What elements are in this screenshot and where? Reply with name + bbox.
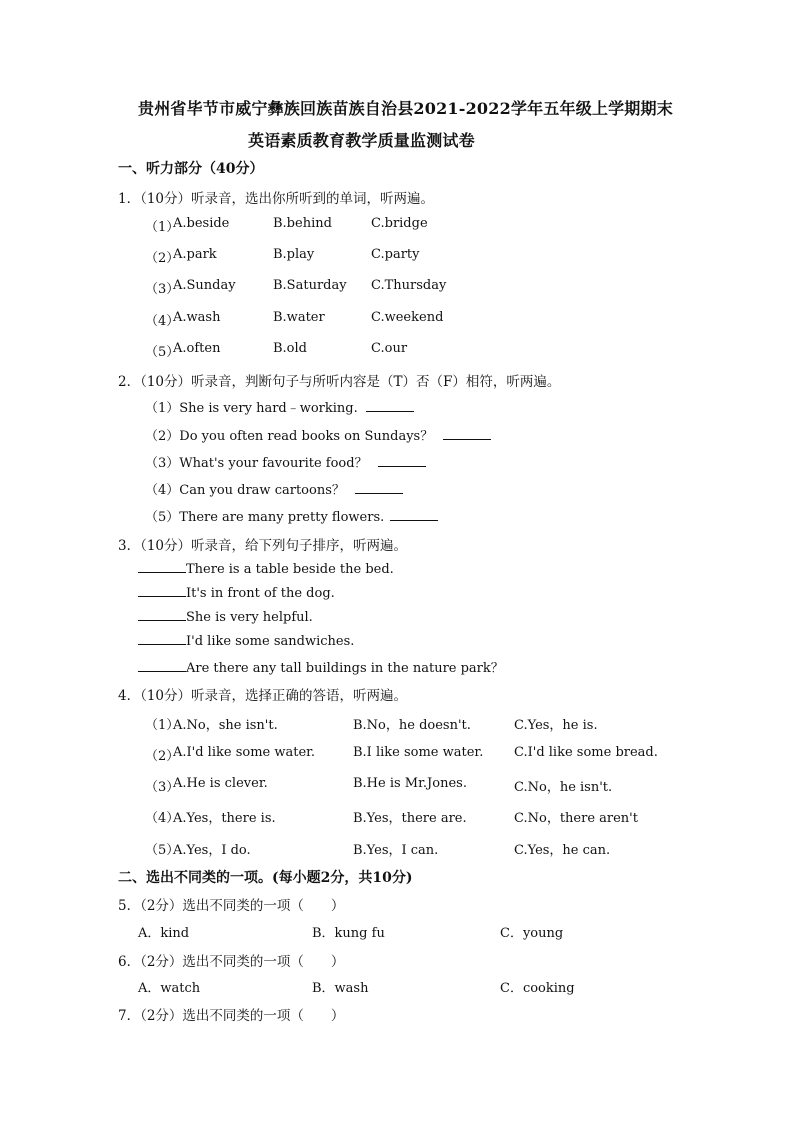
q2-item-4 [145, 479, 403, 498]
q6-option-a: A．watch [138, 981, 201, 996]
q2-item-1 [145, 397, 414, 416]
q2-item-5-text: （5）There are many pretty flowers. [145, 510, 385, 525]
answer-blank[interactable] [366, 399, 414, 412]
q1-row4-option-c: C.weekend [371, 310, 444, 325]
q5-option-a: A．kind [138, 926, 190, 941]
q4-row1-number: （1） [145, 718, 180, 733]
q1-row4-number: （4） [145, 314, 180, 329]
answer-blank[interactable] [355, 481, 403, 494]
q2-item-4-text: （4）Can you draw cartoons？ [145, 483, 345, 498]
q1-row2-option-a: A.park [173, 247, 217, 262]
q4-row3-option-b: B.He is Mr.Jones. [353, 776, 467, 791]
q3-item-4-text: I'd like some sandwiches. [186, 634, 355, 649]
q5-option-c: C．young [500, 926, 564, 941]
question-6-stem: 6．（2分）选出不同类的一项（ ） [118, 954, 345, 970]
q3-item-1 [138, 560, 394, 577]
q6-option-c: C．cooking [500, 981, 575, 996]
q1-row5-option-c: C.our [371, 341, 408, 356]
q5-option-b: B．kung fu [312, 926, 385, 941]
q1-row2-option-c: C.party [371, 247, 420, 262]
q2-item-5 [145, 506, 438, 525]
q1-row3-option-c: C.Thursday [371, 278, 447, 293]
q1-row1-option-c: C.bridge [371, 216, 428, 231]
q1-row3-option-b: B.Saturday [273, 278, 347, 293]
question-7-stem: 7．（2分）选出不同类的一项（ ） [118, 1008, 345, 1024]
q4-row5-option-b: B.Yes，I can. [353, 843, 439, 858]
q1-row1-option-b: B.behind [273, 216, 332, 231]
answer-blank[interactable] [138, 608, 186, 621]
q4-row5-option-a: A.Yes，I do. [173, 843, 251, 858]
q3-item-4 [138, 632, 354, 649]
question-4-stem: 4．（10分）听录音，选择正确的答语，听两遍。 [118, 688, 408, 704]
q2-item-2 [145, 425, 491, 444]
q1-row1-option-a: A.beside [173, 216, 230, 231]
answer-blank[interactable] [390, 508, 438, 521]
q1-row5-number: （5） [145, 345, 180, 360]
q4-row5-number: （5） [145, 843, 180, 858]
question-5-stem: 5．（2分）选出不同类的一项（ ） [118, 898, 345, 914]
q4-row1-option-a: A.No，she isn't. [173, 718, 278, 733]
answer-blank[interactable] [138, 584, 186, 597]
q3-item-3 [138, 608, 313, 625]
q4-row1-option-b: B.No，he doesn't. [353, 718, 471, 733]
q1-row1-number: （1） [145, 220, 180, 235]
q4-row2-option-b: B.I like some water. [353, 745, 484, 760]
q2-item-3-text: （3）What's your favourite food？ [145, 456, 368, 471]
q1-row3-option-a: A.Sunday [173, 278, 236, 293]
q1-row4-option-b: B.water [273, 310, 325, 325]
q3-item-2 [138, 584, 335, 601]
q4-row3-option-a: A.He is clever. [173, 776, 268, 791]
q3-item-1-text: There is a table beside the bed. [186, 562, 394, 577]
q3-item-2-text: It's in front of the dog. [186, 586, 335, 601]
q4-row3-number: （3） [145, 780, 180, 795]
q4-row1-option-c: C.Yes，he is. [514, 718, 598, 733]
exam-title-line2: 英语素质教育教学质量监测试卷 [248, 131, 475, 150]
q3-item-5-text: Are there any tall buildings in the nature park？ [186, 661, 504, 676]
q3-item-5 [138, 657, 504, 676]
q4-row2-number: （2） [145, 749, 180, 764]
q4-row3-option-c: C.No，he isn't. [514, 780, 613, 795]
section-listening-heading: 一、听力部分（40分） [118, 161, 264, 177]
q4-row2-option-a: A.I'd like some water. [173, 745, 316, 760]
question-2-stem: 2．（10分）听录音，判断句子与所听内容是（T）否（F）相符，听两遍。 [118, 374, 561, 390]
q4-row5-option-c: C.Yes，he can. [514, 843, 611, 858]
q2-item-2-text: （2）Do you often read books on Sundays？ [145, 429, 434, 444]
q4-row2-option-c: C.I'd like some bread. [514, 745, 658, 760]
q4-row4-number: （4） [145, 811, 180, 826]
answer-blank[interactable] [138, 659, 186, 672]
q1-row3-number: （3） [145, 282, 180, 297]
answer-blank[interactable] [443, 427, 491, 440]
q1-row2-number: （2） [145, 251, 180, 266]
q1-row2-option-b: B.play [273, 247, 315, 262]
q1-row4-option-a: A.wash [173, 310, 221, 325]
answer-blank[interactable] [378, 454, 426, 467]
answer-blank[interactable] [138, 632, 186, 645]
q6-option-b: B．wash [312, 981, 369, 996]
q1-row5-option-a: A.often [173, 341, 221, 356]
q3-item-3-text: She is very helpful. [186, 610, 313, 625]
q2-item-1-text: （1）She is very hard﹣working. [145, 401, 358, 416]
q4-row4-option-c: C.No，there aren't [514, 811, 638, 826]
q1-row5-option-b: B.old [273, 341, 307, 356]
q4-row4-option-b: B.Yes，there are. [353, 811, 467, 826]
question-3-stem: 3．（10分）听录音，给下列句子排序，听两遍。 [118, 538, 408, 554]
q2-item-3 [145, 452, 426, 471]
q4-row4-option-a: A.Yes，there is. [173, 811, 276, 826]
exam-title-line1: 贵州省毕节市威宁彝族回族苗族自治县2021-2022学年五年级上学期期末 [138, 99, 673, 118]
answer-blank[interactable] [138, 560, 186, 573]
section-odd-one-out-heading: 二、选出不同类的一项。(每小题2分，共10分) [118, 870, 413, 886]
question-1-stem: 1．（10分）听录音，选出你所听到的单词，听两遍。 [118, 191, 435, 207]
